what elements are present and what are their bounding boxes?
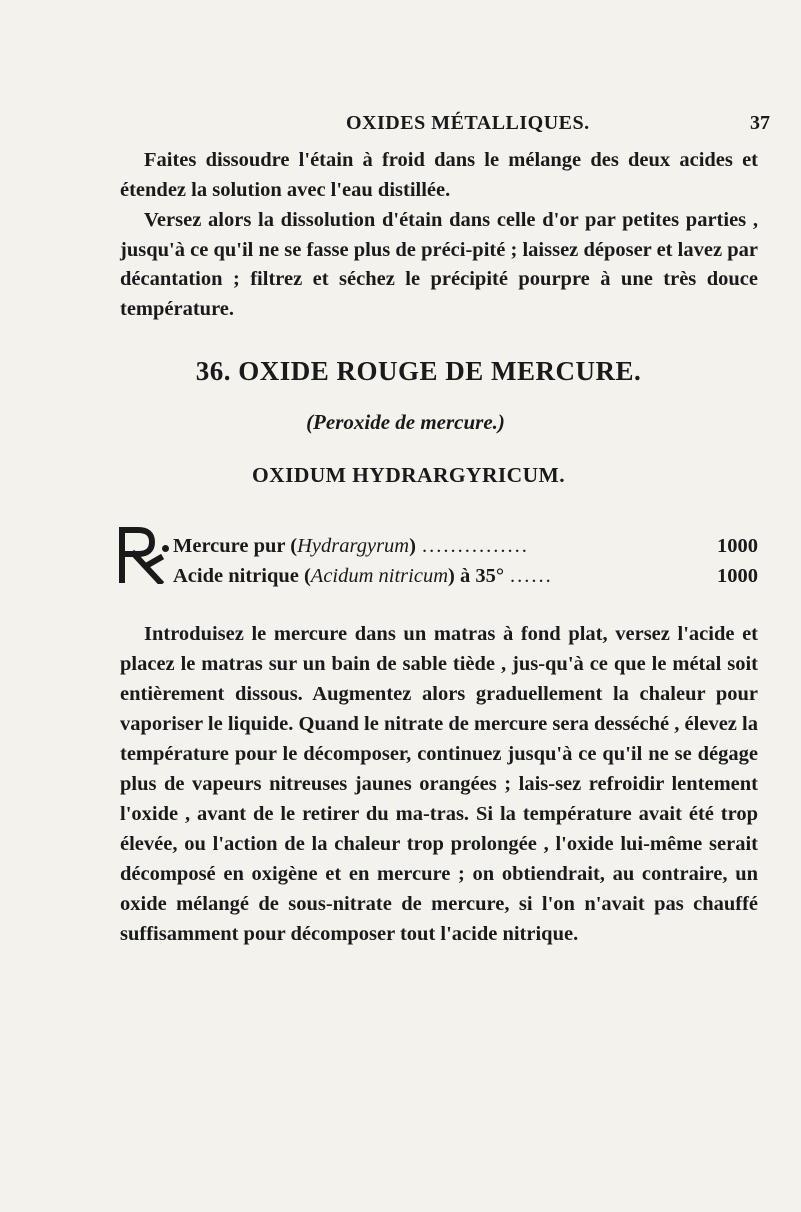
- recipe-symbol-icon: [116, 524, 166, 584]
- paragraph-procedure: Introduisez le mercure dans un matras à fond plat, versez l'acide et placez le matras sur un bain de sable tiède , jus-qu'à ce que le métal soit entièrement dissous. Augmentez alors graduellement la chaleur pour vaporiser le liquide. Quand le nitrate de mercure sera desséché , élevez la température pour le décomposer, continuez jusqu'à ce qu'il ne se dégage plus de vapeurs nitreuses jaunes orangées ; lais-sez refroidir lentement l'oxide , avant de le retirer du ma-tras. Si la température avait été trop élevée, ou l'action de la chaleur trop prolongée , l'oxide lui-même serait décomposé en oxigène et en mercure ; on obtiendrait, au contraire, un oxide mélangé de sous-nitrate de mercure, si l'on n'avait pas chauffé suffisamment pour décomposer tout l'acide nitrique.: [120, 623, 758, 945]
- running-title: OXIDES MÉTALLIQUES.: [346, 112, 590, 134]
- recipe-item-quantity: 1000: [717, 565, 758, 587]
- section-title: 36. OXIDE ROUGE DE MERCURE.: [195, 356, 642, 386]
- leader-dots: ...............: [421, 535, 529, 557]
- leader-dots: ......: [510, 565, 553, 587]
- recipe-item-acide: [173, 565, 758, 595]
- paragraph-dissolve-tin: Faites dissoudre l'étain à froid dans le mélange des deux acides et étendez la solution avec l'eau distillée.: [120, 149, 758, 201]
- recipe-item-mercure: [173, 535, 758, 565]
- running-head: [0, 112, 801, 142]
- paragraph-pour-solution: Versez alors la dissolution d'étain dans celle d'or par petites parties , jusqu'à ce qu'il ne se fasse plus de préci-pité ; laissez déposer et lavez par décantation ; filtrez et séchez le précipité pourpre à une très douce température.: [120, 209, 758, 320]
- recipe-bullet: [162, 545, 169, 552]
- recipe-item-quantity: 1000: [717, 535, 758, 557]
- recipe-item-name: Acide nitrique (Acidum nitricum) à 35°: [173, 565, 505, 587]
- recipe-item-name: Mercure pur (Hydrargyrum): [173, 535, 416, 557]
- latin-name: OXIDUM HYDRARGYRICUM.: [252, 463, 565, 487]
- section-subtitle: (Peroxide de mercure.): [306, 410, 505, 434]
- page-number: 37: [750, 112, 770, 134]
